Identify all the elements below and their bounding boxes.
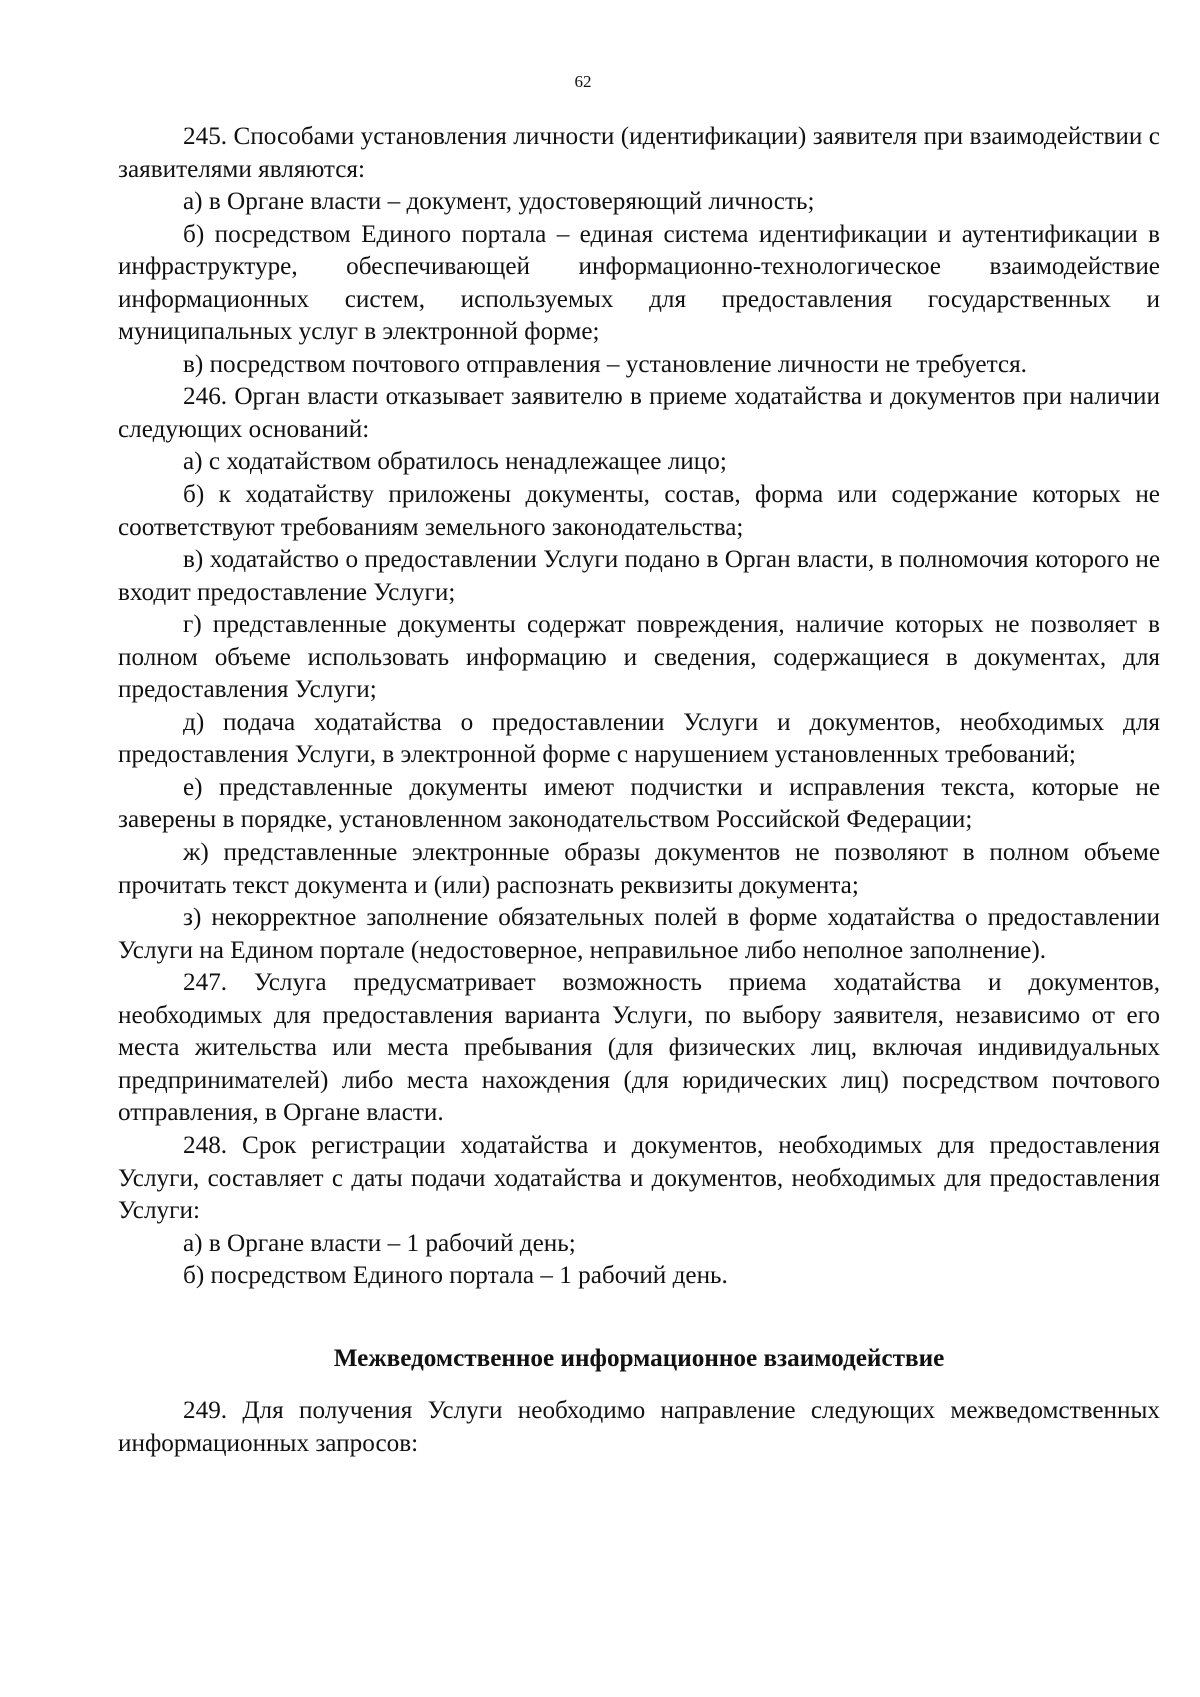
paragraph-246: 246. Орган власти отказывает заявителю в приеме ходатайства и документов при наличии следующих оснований:: [118, 383, 1160, 443]
paragraph-248-b: б) посредством Единого портала – 1 рабочий день.: [183, 1262, 728, 1290]
page-number: 62: [574, 72, 592, 91]
paragraph-245-a: а) в Органе власти – документ, удостоверяющий личность;: [183, 188, 815, 216]
paragraph-247: 247. Услуга предусматривает возможность приема ходатайства и документов, необходимых для предоставления варианта Услуги, по выбору заявителя, независимо от его места жительства или места пребывания (для физических лиц, включая индивидуальных предпринимателей) либо места нахождения (для юридических лиц) посредством почтового отправления, в Органе власти.: [118, 969, 1160, 1127]
paragraph-245: 245. Способами установления личности (идентификации) заявителя при взаимодействии с заявителями являются:: [118, 123, 1160, 183]
paragraph-246-zh: ж) представленные электронные образы документов не позволяют в полном объеме прочитать текст документа и (или) распознать реквизиты документа;: [118, 839, 1160, 899]
paragraph-246-a: а) с ходатайством обратилось ненадлежащее лицо;: [183, 448, 727, 476]
paragraph-248-a: а) в Органе власти – 1 рабочий день;: [183, 1229, 576, 1257]
paragraph-248: 248. Срок регистрации ходатайства и документов, необходимых для предоставления Услуги, составляет с даты подачи ходатайства и документов, необходимых для предоставления Услуги:: [118, 1131, 1160, 1225]
paragraph-245-b: б) посредством Единого портала – единая система идентификации и аутентификации в инфраструктуре, обеспечивающей информационно-технологическое взаимодействие информационных систем, используемых для предоставления государственных и муниципальных услуг в электронной форме;: [118, 220, 1160, 346]
paragraph-246-g: г) представленные документы содержат повреждения, наличие которых не позволяет в полном объеме использовать информацию и сведения, содержащиеся в документах, для предоставления Услуги;: [118, 611, 1160, 704]
paragraph-245-v: в) посредством почтового отправления – установление личности не требуется.: [183, 350, 1027, 378]
paragraph-246-b: б) к ходатайству приложены документы, состав, форма или содержание которых не соответствуют требованиям земельного законодательства;: [118, 481, 1160, 541]
section-heading: Межведомственное информационное взаимодействие: [333, 1344, 945, 1372]
paragraph-249: 249. Для получения Услуги необходимо направление следующих межведомственных информационных запросов:: [118, 1397, 1160, 1457]
paragraph-246-z: з) некорректное заполнение обязательных полей в форме ходатайства о предоставлении Услуги на Едином портале (недостоверное, неправильное либо неполное заполнение).: [118, 904, 1160, 964]
paragraph-246-e: е) представленные документы имеют подчистки и исправления текста, которые не заверены в порядке, установленном законодательством Российской Федерации;: [118, 773, 1160, 834]
paragraph-246-v: в) ходатайство о предоставлении Услуги подано в Орган власти, в полномочия которого не входит предоставление Услуги;: [118, 546, 1160, 606]
document-body: [118, 121, 1160, 1460]
paragraph-246-d: д) подача ходатайства о предоставлении Услуги и документов, необходимых для предоставления Услуги, в электронной форме с нарушением установленных требований;: [118, 708, 1160, 769]
